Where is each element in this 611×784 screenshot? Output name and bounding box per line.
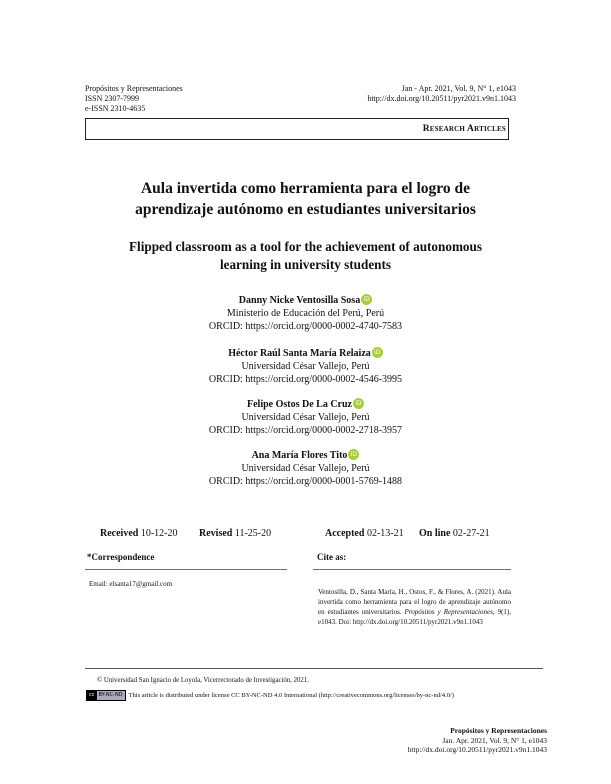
author-block bbox=[60, 449, 551, 488]
journal-name: Propósitos y Representaciones bbox=[85, 84, 183, 93]
author-orcid[interactable]: ORCID: https://orcid.org/0000-0001-5769-1488 bbox=[208, 476, 403, 487]
author-affiliation: Universidad César Vallejo, Perú bbox=[241, 463, 370, 474]
title-spanish bbox=[60, 178, 551, 220]
orcid-icon[interactable]: iD bbox=[372, 347, 383, 358]
footer-issue: Jan. Apr. 2021, Vol. 9, N° 1, e1043 bbox=[442, 735, 547, 745]
author-block bbox=[60, 347, 551, 386]
footer-doi[interactable]: http://dx.doi.org/10.20511/pyr2021.v9n1.1043 bbox=[407, 745, 547, 754]
author-block bbox=[60, 398, 551, 437]
section-box bbox=[85, 118, 509, 140]
orcid-icon[interactable]: iD bbox=[348, 449, 359, 460]
title-spanish-line-1: Aula invertida como herramienta para el logro de bbox=[140, 180, 471, 197]
issue-info: Jan - Apr. 2021, Vol. 9, N° 1, e1043 bbox=[401, 84, 516, 93]
eissn: e-ISSN 2310-4635 bbox=[85, 104, 146, 113]
correspondence-email[interactable]: Email: elsanta17@gmail.com bbox=[89, 580, 173, 588]
author-affiliation: Universidad César Vallejo, Perú bbox=[241, 361, 370, 372]
online-date: On line 02-27-21 bbox=[419, 528, 490, 539]
footer-divider bbox=[85, 668, 543, 669]
correspondence-label: *Correspondence bbox=[87, 552, 155, 562]
cite-label: Cite as: bbox=[317, 552, 347, 562]
orcid-icon[interactable]: iD bbox=[353, 398, 364, 409]
orcid-icon[interactable]: iD bbox=[361, 294, 372, 305]
author-affiliation: Ministerio de Educación del Perú, Perú bbox=[226, 308, 385, 319]
author-block bbox=[60, 294, 551, 333]
author-orcid[interactable]: ORCID: https://orcid.org/0000-0002-4546-3995 bbox=[208, 374, 403, 385]
title-english bbox=[60, 238, 551, 274]
footer-journal-name: Propósitos y Representaciones bbox=[450, 726, 547, 735]
title-english-line-2: learning in university students bbox=[219, 257, 392, 272]
author-name: Felipe Ostos De La Cruz bbox=[247, 399, 352, 410]
cite-divider bbox=[313, 569, 511, 570]
author-name: Danny Nicke Ventosilla Sosa bbox=[238, 295, 361, 306]
received-date: Received 10-12-20 bbox=[100, 528, 178, 539]
license-text: This article is distributed under license CC BY-NC-ND 4.0 International (http://creativecommons.org/licenses/by-nc-nd/4.0/) bbox=[128, 692, 454, 699]
footer-journal-info bbox=[408, 726, 547, 755]
author-name: Héctor Raúl Santa María Relaiza bbox=[228, 348, 371, 359]
license-line bbox=[86, 690, 454, 701]
title-english-line-1: Flipped classroom as a tool for the achievement of autonomous bbox=[129, 239, 482, 254]
title-spanish-line-2: aprendizaje autónomo en estudiantes universitarios bbox=[135, 201, 476, 218]
journal-header-left bbox=[85, 84, 183, 114]
journal-header-right bbox=[367, 84, 516, 104]
accepted-date: Accepted 02-13-21 bbox=[325, 528, 404, 539]
author-affiliation: Universidad César Vallejo, Perú bbox=[241, 412, 370, 423]
issn: ISSN 2307-7999 bbox=[85, 94, 140, 103]
doi-link[interactable]: http://dx.doi.org/10.20511/pyr2021.v9n1.1043 bbox=[367, 94, 516, 103]
author-orcid[interactable]: ORCID: https://orcid.org/0000-0002-2718-3957 bbox=[208, 425, 403, 436]
citation-text: Ventosilla, D., Santa María, H., Ostos, F., & Flores, A. (2021). Aula invertida como herramienta para el logro de aprendizaje autónomo en estudiantes universitarios. Propósitos y Representaciones, 9(1), e1043. Doi: http://dx.doi.org/10.20511/pyr2021.v9n1.1043 bbox=[318, 588, 511, 626]
revised-date: Revised 11-25-20 bbox=[199, 528, 272, 539]
author-name: Ana María Flores Tito bbox=[251, 450, 348, 461]
correspondence-divider bbox=[85, 569, 287, 570]
section-label: Research Articles bbox=[422, 124, 506, 134]
copyright-notice: © Universidad San Ignacio de Loyola, Vicerrectorado de Investigación, 2021. bbox=[97, 677, 309, 684]
author-orcid[interactable]: ORCID: https://orcid.org/0000-0002-4740-7583 bbox=[208, 321, 403, 332]
cc-license-icon[interactable]: cc BY-NC-ND bbox=[86, 690, 126, 701]
